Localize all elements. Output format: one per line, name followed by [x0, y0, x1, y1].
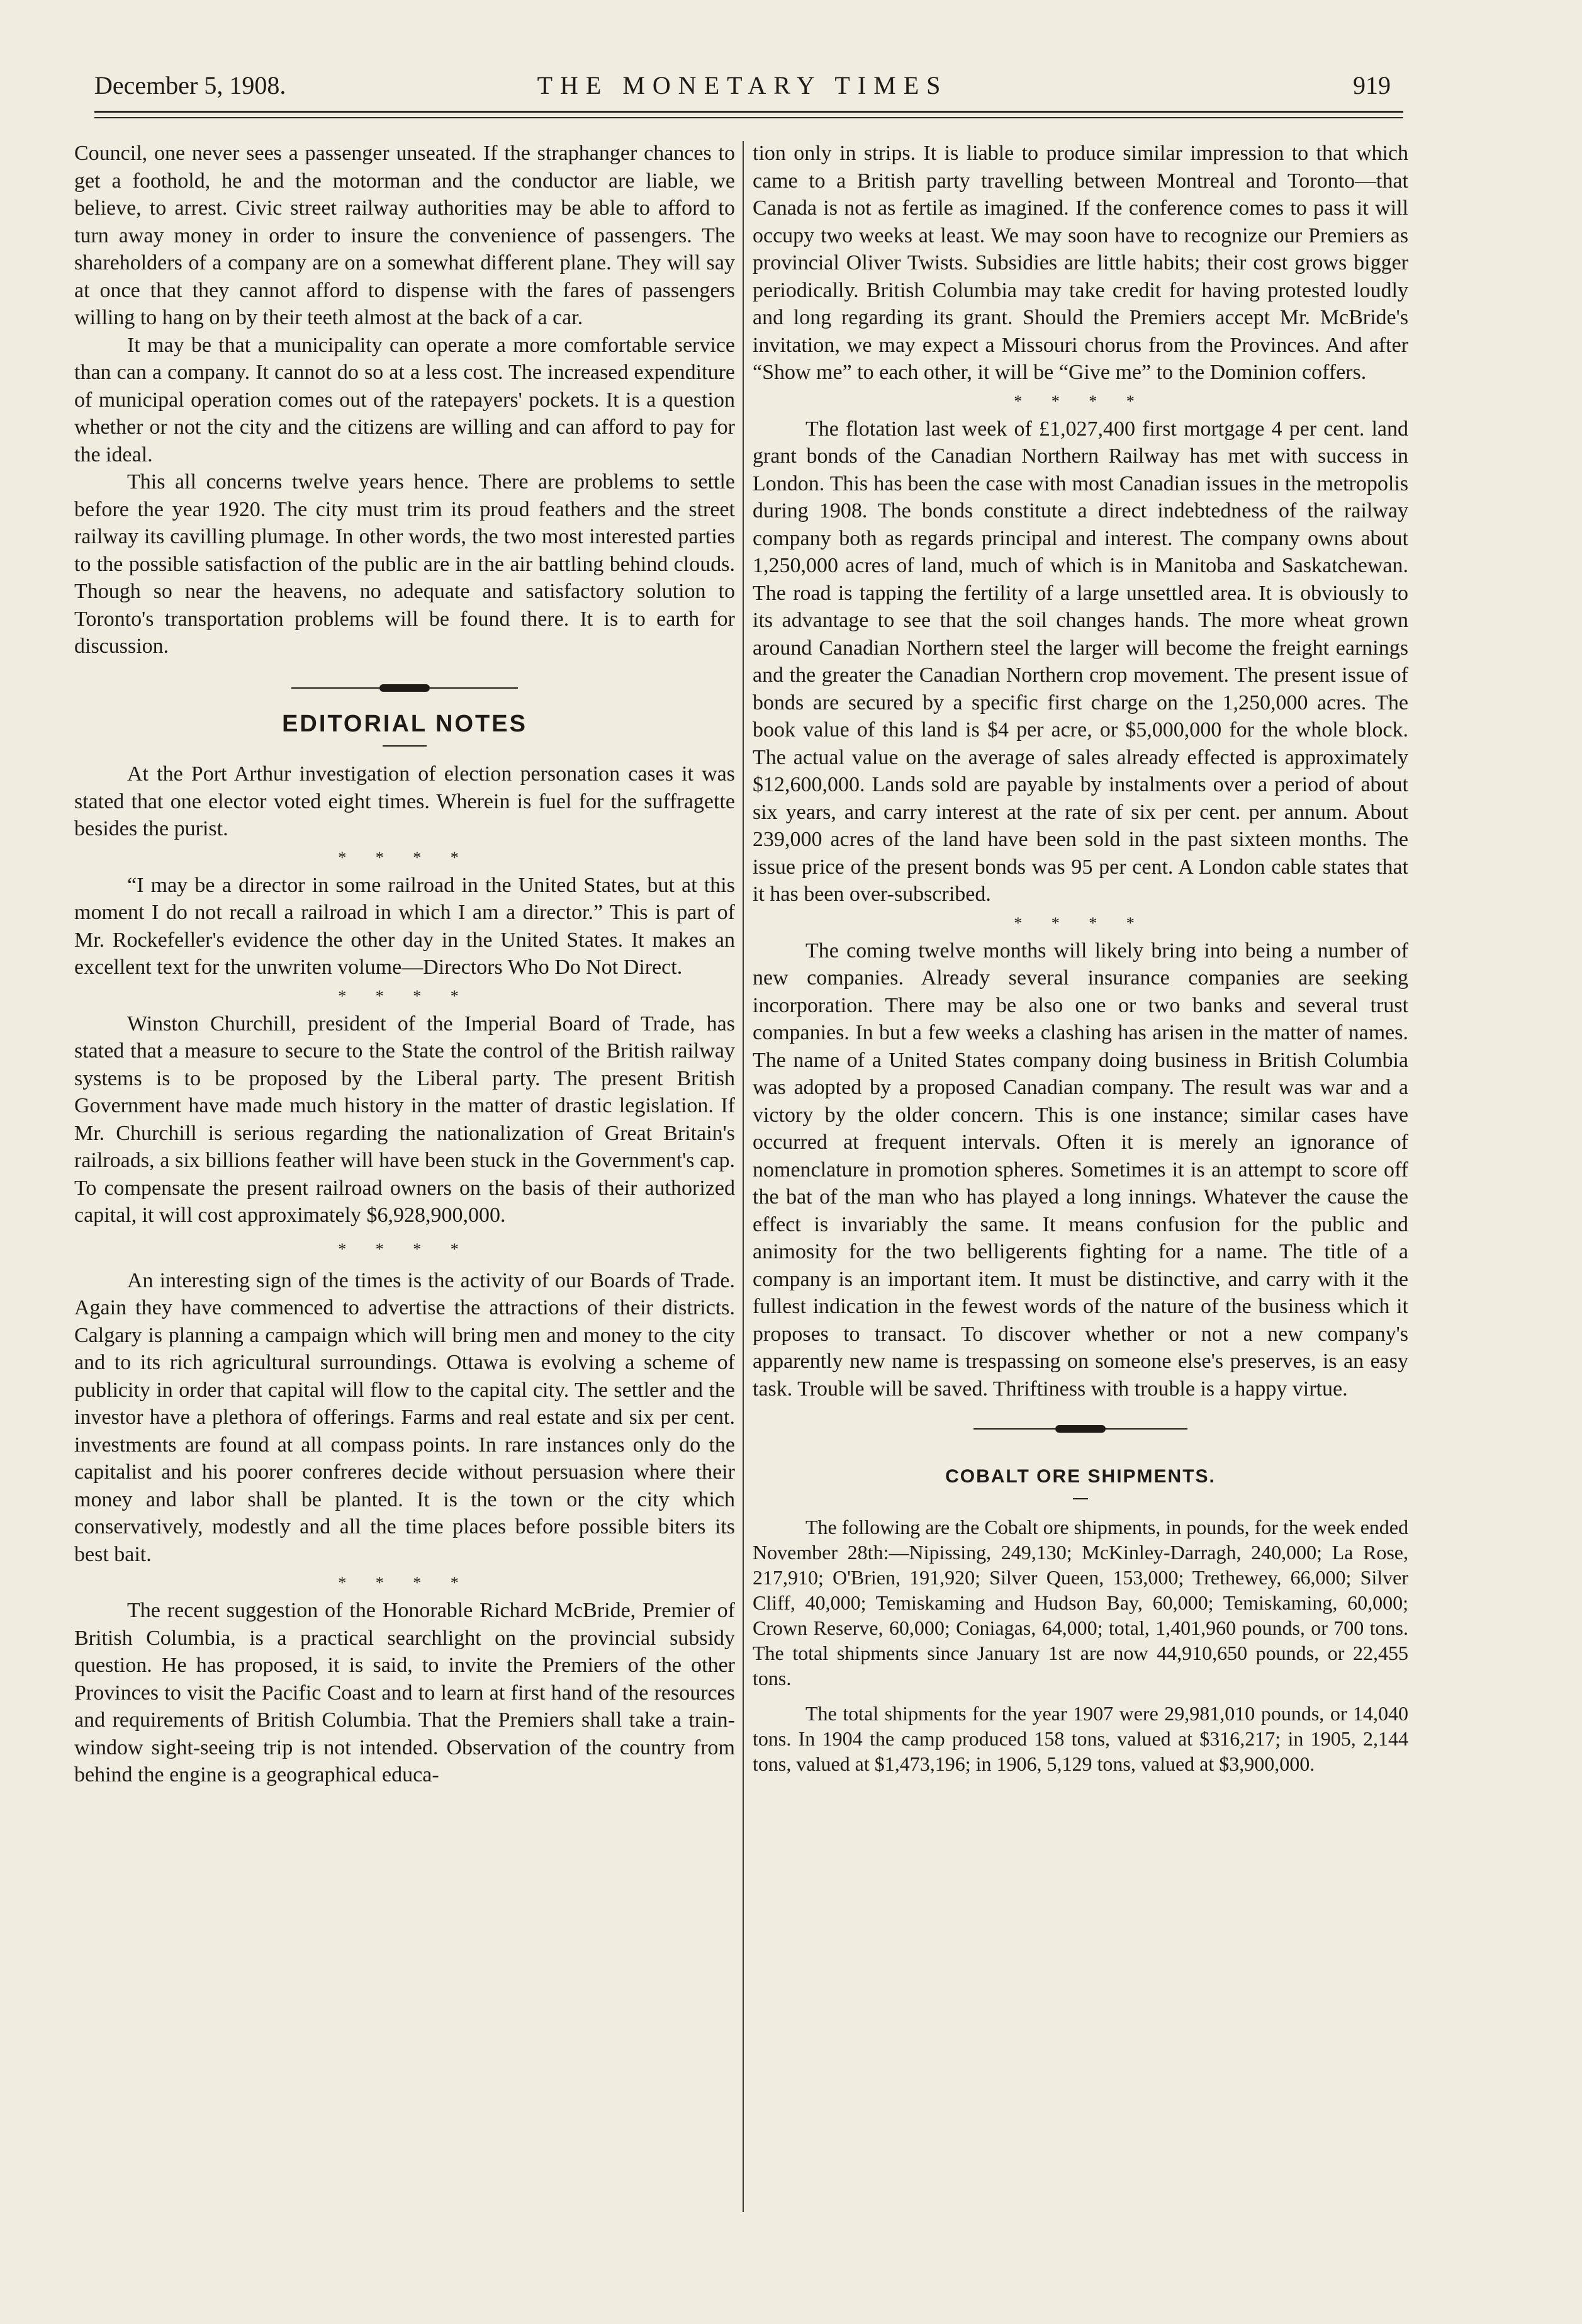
header-rule-top — [94, 111, 1403, 113]
section-ornament — [973, 1425, 1187, 1433]
editorial-note: An interesting sign of the times is the activity of our Boards of Trade. Again they have commenced to advertise the attractions of their districts. Calgary is planning a campaign which will bring men and money to the city and to its rich agricultural surroundings. Ottawa is evolving a scheme of publicity in order that capital will flow to the capital city. The settler and the investor have a plethora of offerings. Farms and real estate and six per cent. investments are found at all compass points. In rare instances only do the capitalist and his poorer confreres decide without persuasion where their money and labor shall be planted. It is the town or the city which conservatively, modestly and all the time places before possible biters its best bait. — [74, 1268, 735, 1566]
heading-rule — [1073, 1498, 1088, 1499]
column-divider — [743, 141, 744, 2212]
cobalt-shipments-heading: COBALT ORE SHIPMENTS. — [945, 1466, 1216, 1487]
section-stars: * * * * — [338, 1574, 471, 1592]
editorial-note: The recent suggestion of the Honorable Richard McBride, Premier of British Columbia, is a practical searchlight on the provincial subsidy question. He has proposed, it is said, to invite the Premiers of the other Provinces to visit the Pacific Coast and to learn at first hand of the resources and requirements of British Columbia. That the Premiers shall take a train-window sight-seeing trip is not intended. Observation of the country from behind the engine is a geographical educa- — [74, 1599, 735, 1786]
section-stars: * * * * — [1014, 913, 1147, 932]
article-paragraph: This all concerns twelve years hence. There are problems to settle before the year 1920. The city must trim its proud feathers and the street railway its cavilling plumage. In other words, the two most interested parties to the possible satisfaction of the public are in the air battling behind clouds. Though so near the heavens, no adequate and satisfactory solution to Toronto's transportation problems will be found there. It is to earth for discussion. — [74, 470, 735, 658]
section-ornament — [291, 684, 518, 692]
section-stars: * * * * — [338, 848, 471, 867]
editorial-notes-heading: EDITORIAL NOTES — [282, 710, 527, 737]
editorial-note: The coming twelve months will likely bring into being a number of new companies. Already several insurance companies are seeking incorporation. There may be also one or two banks and several trust companies. In but a few weeks a clashing has arisen in the matter of names. The name of a United States company doing business in British Columbia was adopted by a proposed Canadian company. The result was war and a victory by the older concern. This is one instance; similar cases have occurred at frequent intervals. Often it is merely an ignorance of nomenclature in promotion spheres. Sometimes it is an attempt to score off the bat of the man who has played a long innings. Whatever the cause the effect is invariably the same. It means confusion for the public and animosity for the two belligerents fighting for a name. The title of a company is an important item. It must be distinctive, and carry with it the fullest indication in the fewest words of the nature of the business which it proposes to transact. To discover whether or not a new company's apparently new name is trespassing on someone else's preserves, is an easy task. Trouble will be saved. Thriftiness with trouble is a happy virtue. — [753, 939, 1408, 1401]
editorial-note: tion only in strips. It is liable to produce similar impression to that which came to a British party travelling between Montreal and Toronto—that Canada is not as fertile as imagined. If the conference comes to pass it will occupy two weeks at least. We may soon have to recognize our Premiers as provincial Oliver Twists. Subsidies are little habits; their cost grows bigger periodically. British Columbia may take credit for having protested loudly and long regarding its grant. Should the Premiers accept Mr. McBride's invitation, we may expect a Missouri chorus from the Provinces. And after “Show me” to each other, it will be “Give me” to the Dominion coffers. — [753, 142, 1408, 384]
editorial-note: “I may be a director in some railroad in the United States, but at this moment I do not recall a railroad in which I am a director.” This is part of Mr. Rockefeller's evidence the other day in the United States. It makes an excellent text for the unwriten volume—Directors Who Do Not Direct. — [74, 873, 735, 979]
left-column — [74, 140, 735, 1789]
publication-title: THE MONETARY TIMES — [537, 71, 948, 99]
heading-rule — [383, 745, 427, 747]
shipments-paragraph: The following are the Cobalt ore shipments, in pounds, for the week ended November 28th:—Nipissing, 249,130; McKinley-Darragh, 240,000; La Rose, 217,910; O'Brien, 191,920; Silver Queen, 153,000; Trethewey, 66,000; Silver Cliff, 40,000; Temiskaming and Hudson Bay, 60,000; Temiskaming, 60,000; Crown Reserve, 60,000; Coniagas, 64,000; total, 1,401,960 pounds, or 700 tons. The total shipments since January 1st are now 44,910,650 pounds, or 22,455 tons. — [753, 1515, 1408, 1689]
section-stars: * * * * — [1014, 392, 1147, 410]
page-header — [94, 71, 1391, 108]
header-rule-bottom — [94, 117, 1403, 118]
page-number: 919 — [1353, 71, 1391, 99]
shipments-paragraph: The total shipments for the year 1907 were 29,981,010 pounds, or 14,040 tons. In 1904 the camp produced 158 tons, valued at $316,217; in 1905, 2,144 tons, valued at $1,473,196; in 1906, 5,129 tons, valued at $3,900,000. — [753, 1701, 1408, 1775]
section-stars: * * * * — [338, 1239, 471, 1258]
editorial-note: Winston Churchill, president of the Imperial Board of Trade, has stated that a measure to secure to the State the control of the British railway systems is to be proposed by the Liberal party. The present British Government have made much history in the matter of drastic legislation. If Mr. Churchill is serious regarding the nationalization of Great Britain's railroads, a six billions feather will have been stuck in the Government's cap. To compensate the present railroad owners on the basis of their authorized capital, it will cost approximately $6,928,900,000. — [74, 1012, 735, 1227]
article-paragraph: It may be that a municipality can operate a more comfortable service than can a company. It cannot do so at a less cost. The increased expenditure of municipal operation comes out of the ratepayers' pockets. It is a question whether or not the city and the citizens are willing and can afford to pay for the ideal. — [74, 333, 735, 466]
issue-date: December 5, 1908. — [94, 71, 286, 99]
editorial-note: The flotation last week of £1,027,400 first mortgage 4 per cent. land grant bonds of the Canadian Northern Railway has met with success in London. This has been the case with most Canadian issues in the metropolis during 1908. The bonds constitute a direct indebtedness of the railway company both as regards principal and interest. The company owns about 1,250,000 acres of land, much of which is in Manitoba and Saskatchewan. The road is tapping the fertility of a large unsettled area. It is obviously to its advantage to see that the soil changes hands. The more wheat grown around Canadian Northern steel the larger will become the freight earnings and the greater the Canadian Northern crop movement. The present issue of bonds are secured by a specific first charge on the 1,250,000 acres. The book value of this land is $4 per acre, or $5,000,000 for the whole block. The actual value on the average of sales already effected is approximately $12,600,000. Lands sold are payable by instalments over a period of about six years, and carry interest at the rate of six per cent. per annum. About 239,000 acres of the land have been sold in the past sixteen months. The issue price of the present bonds was 95 per cent. A London cable states that it has been over-subscribed. — [753, 417, 1408, 906]
article-paragraph: Council, one never sees a passenger unseated. If the straphanger chances to get a foothold, he and the motorman and the conductor are liable, we believe, to arrest. Civic street railway authorities may be able to afford to turn away money in order to insure the convenience of passengers. The shareholders of a company are on a somewhat different plane. They will say at once that they cannot afford to dispense with the fares of passengers willing to hang on by their teeth almost at the back of a car. — [74, 142, 735, 329]
editorial-note: At the Port Arthur investigation of election personation cases it was stated that one elector voted eight times. Wherein is fuel for the suffragette besides the purist. — [74, 762, 735, 840]
section-stars: * * * * — [338, 986, 471, 1005]
right-column — [753, 140, 1408, 1776]
